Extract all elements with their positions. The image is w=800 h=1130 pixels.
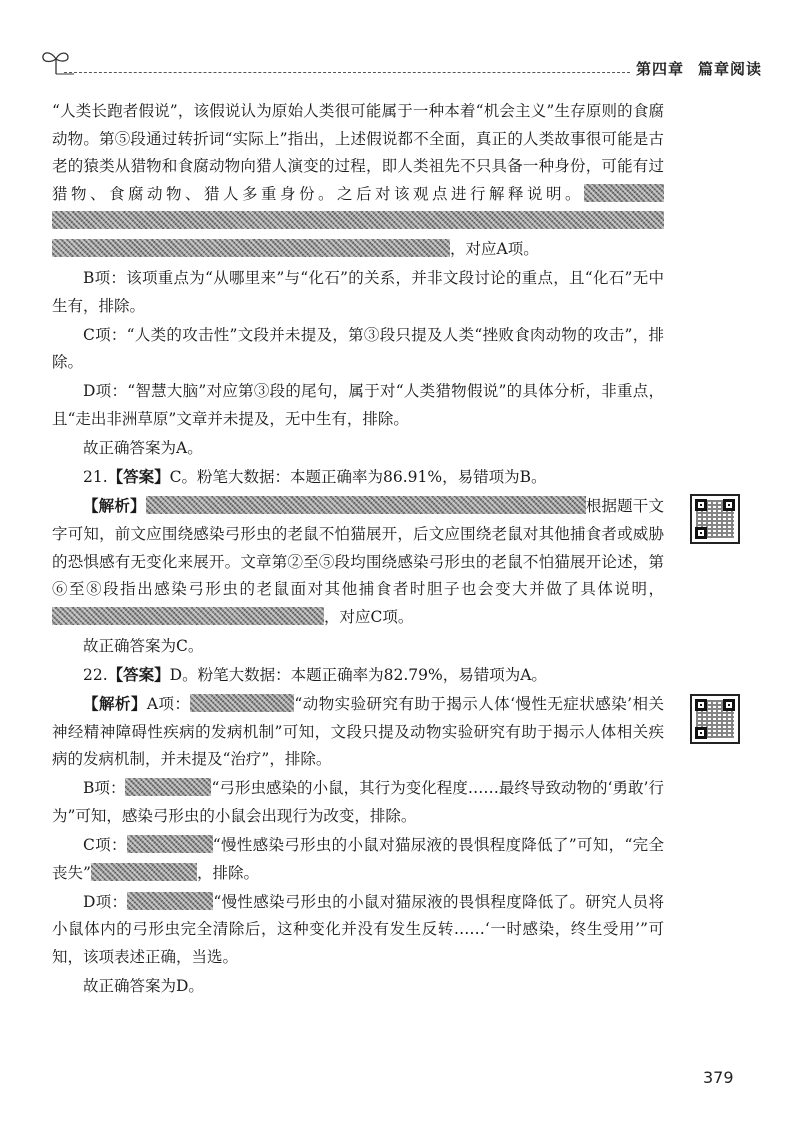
q21-answer [52,464,664,492]
qr-finder [695,499,707,511]
redacted-text [52,239,450,257]
conclusion-21: 故正确答案为C。 [83,636,204,655]
analysis-tag: 【解析】 [83,694,147,713]
q22-option-c [52,832,664,887]
option-label: A项： [146,694,191,713]
analysis-tag: 【解析】 [83,497,146,516]
paragraph-c: C项：“人类的攻击性”文段并未提及，第③段只提及人类“挫败食肉动物的攻击”，排除。 [52,325,664,372]
option-text: “弓形虫感染的小鼠，其行为变化程度……最终导致动物的‘勇敢’行为”可知，感染弓形虫的小鼠会出现行为改变，排除。 [52,779,664,825]
qr-code-icon[interactable] [690,494,740,544]
qr-finder [723,699,735,711]
page-content [52,98,664,1002]
paragraph-tail: ，对应A项。 [450,239,539,258]
qr-finder [723,499,735,511]
option-label: C项： [83,835,127,854]
qr-code-icon[interactable] [690,694,740,744]
q21-analysis [52,493,664,631]
redacted-text [584,184,664,202]
question-number: 21. [83,468,108,487]
option-label: D项： [83,892,128,911]
qr-finder [695,727,707,739]
redacted-text [127,835,213,853]
chapter-title [636,58,762,79]
redacted-text [52,607,324,625]
paragraph-b: B项：该项重点为“从哪里来”与“化石”的关系，并非文段讨论的重点，且“化石”无中生有，排除。 [52,269,664,315]
option-label: B项： [83,779,126,798]
answer-text: C。粉笔大数据：本题正确率为86.91%，易错项为B。 [169,468,547,487]
analysis-tail: ，对应C项。 [324,607,414,626]
chapter-number: 第四章 [635,60,684,78]
q22-option-a [52,691,664,774]
redacted-text [125,778,211,796]
option-text: “慢性感染弓形虫的小鼠对猫尿液的畏惧程度降低了”可知，“完全丧失” [52,835,664,882]
option-tail: ，排除。 [196,863,259,882]
q22-answer [52,662,664,690]
redacted-text [190,694,294,712]
answer-tag: 【答案】 [107,468,170,487]
redacted-text [91,863,197,881]
conclusion-22: 故正确答案为D。 [83,976,204,995]
qr-finder [695,527,707,539]
option-text: “动物实验研究有助于揭示人体‘慢性无症状感染’相关神经精神障碍性疾病的发病机制”可知，文段只提及动物实验研究有助于揭示人体相关疾病的发病机制，并未提及“治疗”，排除。 [52,694,664,769]
question-number: 22. [83,665,108,684]
paragraph-d: D项：“智慧大脑”对应第③段的尾句，属于对“人类猎物假说”的具体分析，非重点，且“走出非洲草原”文章并未提及，无中生有，排除。 [52,382,664,429]
redacted-text [52,211,664,229]
q22-option-b [52,775,664,830]
page-number: 379 [703,1068,734,1087]
qr-finder [695,699,707,711]
page-header [38,44,762,80]
header-rule [64,72,630,73]
paragraph-text: “人类长跑者假说”，该假说认为原始人类很可能属于一种本着“机会主义”生存原则的食腐动物。第⑤段通过转折词“实际上”指出，上述假说都不全面，真正的人类故事很可能是古老的猿类从猎物和食腐动物向猎人演变的过程，即人类祖先不只具备一种身份，可能有过猎物、食腐动物、猎人多重身份。之后对该观点进行解释说明。 [52,102,664,203]
conclusion-20: 故正确答案为A。 [83,439,203,458]
option-text: “慢性感染弓形虫的小鼠对猫尿液的畏惧程度降低了。研究人员将小鼠体内的弓形虫完全清除后，这种变化并没有发生反转……‘一时感染，终生受用’”可知，该项表述正确，当选。 [52,892,664,966]
redacted-text [146,496,586,514]
answer-tag: 【答案】 [107,665,170,684]
q22-option-d [52,889,664,972]
analysis-text: 根据题干文字可知，前文应围绕感染弓形虫的老鼠不怕猫展开，后文应围绕老鼠对其他捕食者或威胁的恐惧感有无变化来展开。文章第②至⑤段均围绕感染弓形虫的老鼠不怕猫展开论述，第⑥至⑧段指出感染弓形虫的老鼠面对其他捕食者时胆子也会变大并做了具体说明， [52,497,664,599]
answer-text: D。粉笔大数据：本题正确率为82.79%，易错项为A。 [169,665,547,684]
redacted-text [127,892,213,910]
paragraph-a-explanation [52,98,664,264]
section-name: 篇章阅读 [697,60,762,78]
